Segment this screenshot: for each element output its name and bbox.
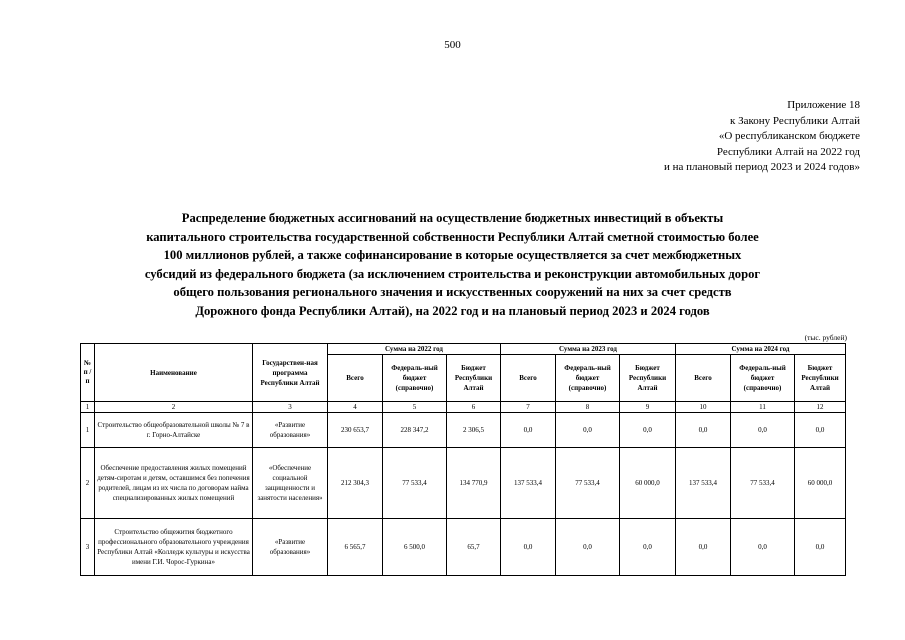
- value-cell: 0,0: [620, 413, 676, 448]
- column-number: 11: [731, 402, 795, 413]
- value-cell: 60 000,0: [795, 448, 846, 519]
- table-row: [81, 413, 846, 448]
- value-cell: 0,0: [676, 519, 731, 576]
- value-cell: 134 770,9: [447, 448, 501, 519]
- table-row: [81, 448, 846, 519]
- col-header-sum-2024: Сумма на 2024 год: [676, 344, 846, 355]
- value-cell: 0,0: [731, 413, 795, 448]
- col-header-federal: Федераль-ный бюджет (справочно): [383, 355, 447, 402]
- col-header-republic: Бюджет Республики Алтай: [447, 355, 501, 402]
- appendix-block: [664, 98, 860, 176]
- value-cell: 77 533,4: [383, 448, 447, 519]
- value-cell: 0,0: [556, 519, 620, 576]
- value-cell: 6 565,7: [328, 519, 383, 576]
- value-cell: 0,0: [731, 519, 795, 576]
- col-header-name: Наименование: [95, 344, 253, 402]
- row-num: 3: [81, 519, 95, 576]
- value-cell: 0,0: [556, 413, 620, 448]
- col-header-republic: Бюджет Республики Алтай: [795, 355, 846, 402]
- page-number: 500: [444, 39, 461, 51]
- column-number: 5: [383, 402, 447, 413]
- col-header-sum-2023: Сумма на 2023 год: [501, 344, 676, 355]
- value-cell: 0,0: [501, 413, 556, 448]
- col-header-total: Всего: [501, 355, 556, 402]
- value-cell: 2 306,5: [447, 413, 501, 448]
- column-number: 9: [620, 402, 676, 413]
- title-line: общего пользования регионального значения и искусственных сооружений на них за счет средств: [173, 285, 732, 299]
- appendix-line: Республики Алтай на 2022 год: [716, 145, 860, 158]
- col-header-total: Всего: [328, 355, 383, 402]
- column-number: 1: [81, 402, 95, 413]
- row-program: «Развитие образования»: [253, 413, 328, 448]
- appendix-line: Приложение 18: [787, 99, 860, 111]
- title-line: субсидий из федерального бюджета (за исключением строительства и реконструкции автомобильных дорог: [144, 266, 761, 281]
- column-number: 10: [676, 402, 731, 413]
- column-number: 12: [795, 402, 846, 413]
- budget-table: [80, 343, 846, 576]
- col-header-republic: Бюджет Республики Алтай: [620, 355, 676, 402]
- col-header-sum-2022: Сумма на 2022 год: [328, 344, 501, 355]
- document-title: [80, 209, 825, 320]
- value-cell: 6 500,0: [383, 519, 447, 576]
- value-cell: 60 000,0: [620, 448, 676, 519]
- col-header-program: Государствен-ная программа Республики Алтай: [253, 344, 328, 402]
- value-cell: 0,0: [676, 413, 731, 448]
- col-header-federal: Федераль-ный бюджет (справочно): [556, 355, 620, 402]
- table-row: [81, 519, 846, 576]
- column-number: 2: [95, 402, 253, 413]
- column-number: 7: [501, 402, 556, 413]
- value-cell: 137 533,4: [501, 448, 556, 519]
- value-cell: 65,7: [447, 519, 501, 576]
- row-name: Строительство общеобразовательной школы № 7 в г. Горно-Алтайске: [95, 413, 253, 448]
- title-line: 100 миллионов рублей, а также софинансирование в которые осуществляется за счет межбюджетных: [163, 248, 742, 262]
- col-header-num: № п / п: [81, 344, 95, 402]
- row-num: 1: [81, 413, 95, 448]
- value-cell: 0,0: [795, 519, 846, 576]
- appendix-line: и на плановый период 2023 и 2024 годов»: [663, 161, 860, 173]
- column-number: 6: [447, 402, 501, 413]
- column-number: 3: [253, 402, 328, 413]
- title-line: Дорожного фонда Республики Алтай), на 2022 год и на плановый период 2023 и 2024 годов: [195, 303, 710, 318]
- appendix-line: к Закону Республики Алтай: [730, 114, 860, 127]
- header-row-years: [81, 344, 846, 355]
- value-cell: 0,0: [795, 413, 846, 448]
- value-cell: 137 533,4: [676, 448, 731, 519]
- column-number: 4: [328, 402, 383, 413]
- value-cell: 228 347,2: [383, 413, 447, 448]
- row-num: 2: [81, 448, 95, 519]
- value-cell: 212 304,3: [328, 448, 383, 519]
- column-number: 8: [556, 402, 620, 413]
- row-program: «Обеспечение социальной защищенности и занятости населения»: [253, 448, 328, 519]
- row-name: Обеспечение предоставления жилых помещений детям-сиротам и детям, оставшимся без попечения родителей, лицам из их числа по договорам найма специализированных жилых помещений: [95, 448, 253, 519]
- value-cell: 0,0: [620, 519, 676, 576]
- units-note: (тыс. рублей): [804, 333, 847, 342]
- row-name: Строительство общежития бюджетного профессионального образовательного учреждения Республики Алтай «Колледж культуры и искусства имени Г.И. Чорос-Гуркина»: [95, 519, 253, 576]
- value-cell: 77 533,4: [731, 448, 795, 519]
- col-header-total: Всего: [676, 355, 731, 402]
- value-cell: 0,0: [501, 519, 556, 576]
- col-header-federal: Федераль-ный бюджет (справочно): [731, 355, 795, 402]
- value-cell: 77 533,4: [556, 448, 620, 519]
- column-number-row: [81, 402, 846, 413]
- title-line: капитального строительства государственной собственности Республики Алтай сметной стоимостью более: [146, 229, 759, 244]
- appendix-line: «О республиканском бюджете: [718, 130, 860, 142]
- value-cell: 230 653,7: [328, 413, 383, 448]
- row-program: «Развитие образования»: [253, 519, 328, 576]
- title-line: Распределение бюджетных ассигнований на осуществление бюджетных инвестиций в объекты: [181, 211, 724, 225]
